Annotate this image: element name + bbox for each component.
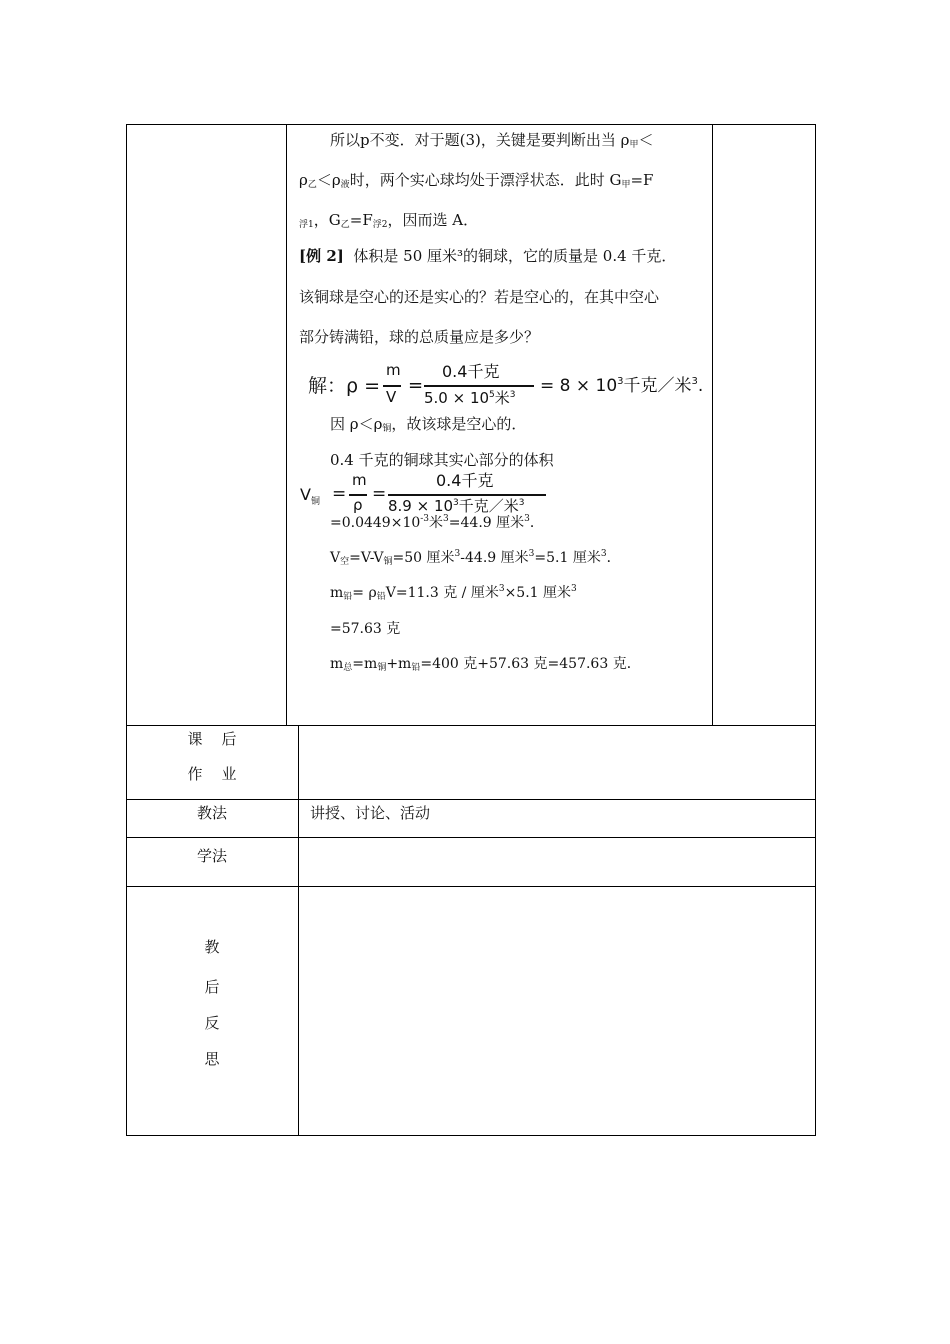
example-label: [例 2] bbox=[299, 247, 344, 265]
solution-formula bbox=[308, 360, 704, 414]
reflection-label-1: 教 bbox=[204, 938, 220, 956]
row-divider-2 bbox=[126, 799, 816, 800]
solution-frac-bar-2 bbox=[424, 385, 534, 387]
col-divider-bottom bbox=[298, 725, 299, 1136]
body-line-3: $_{浮1}$，$G_乙=F_{浮2}$，因而选 A． bbox=[299, 211, 479, 230]
row-divider-1 bbox=[126, 725, 816, 726]
example-line-3: 部分铸满铅，球的总质量应是多少？ bbox=[299, 328, 540, 346]
solution-frac-bar-1 bbox=[383, 385, 401, 387]
table-border-bottom bbox=[126, 1135, 816, 1136]
result-line-5: $m_总=m_铜+m_铅=400$ 克+57.63 克=457.63 克． bbox=[330, 656, 641, 673]
example-line-1: [例 2] 体积是 50 厘米³的铜球，它的质量是 0.4 千克． bbox=[299, 247, 677, 265]
col-divider-top-right bbox=[712, 124, 713, 726]
reflection-label-4: 思 bbox=[204, 1050, 220, 1068]
solution-v: V bbox=[386, 388, 397, 406]
homework-label-1: 课 后 bbox=[187, 730, 237, 748]
reflection-label-2: 后 bbox=[204, 978, 220, 996]
volume-eq2: = bbox=[372, 484, 387, 504]
row-divider-3 bbox=[126, 837, 816, 838]
table-border-right bbox=[815, 124, 816, 1136]
volume-frac-bar-2 bbox=[388, 494, 546, 496]
solution-label: 解：ρ = bbox=[308, 375, 381, 397]
col-divider-top-left bbox=[286, 124, 287, 726]
reflection-label-3: 反 bbox=[204, 1014, 220, 1032]
solution-m: m bbox=[386, 361, 401, 379]
solid-volume-line: 0.4 千克的铜球其实心部分的体积 bbox=[330, 451, 554, 469]
body-line-2: $\rho_乙<\rho_液$时，两个实心球均处于漂浮状态．此时 $G_甲=F$ bbox=[299, 171, 654, 190]
volume-denominator: $8.9 \times 10^3$千克／米$^3$ bbox=[388, 497, 525, 515]
example-line-2: 该铜球是空心的还是实心的？若是空心的，在其中空心 bbox=[299, 288, 660, 306]
teaching-method-label: 教法 bbox=[196, 804, 227, 822]
teaching-method-value: 讲授、讨论、活动 bbox=[310, 804, 431, 822]
solution-eq: = bbox=[408, 375, 424, 396]
row-divider-4 bbox=[126, 886, 816, 887]
volume-m: m bbox=[352, 471, 367, 489]
because-line: 因 $\rho<\rho_铜$，故该球是空心的． bbox=[330, 415, 527, 434]
homework-label-2: 作 业 bbox=[187, 765, 237, 783]
result-line-3: $m_铅= \rho_铅V=11.3$ 克 / 厘米$^3$×5.1 厘米$^3$ bbox=[330, 584, 577, 602]
volume-eq: = bbox=[332, 484, 347, 504]
body-line-1: 所以p不变．对于题(3)，关键是要判断出当 $\rho_甲<$ bbox=[330, 131, 654, 150]
volume-numerator: 0.4千克 bbox=[436, 471, 494, 490]
volume-label: $V_铜$ bbox=[300, 485, 320, 508]
solution-denominator: $5.0 \times 10^5$米$^3$ bbox=[424, 389, 516, 407]
result-line-2: $V_空=V-V_铜=50$ 厘米$^3$-44.9 厘米$^3$=5.1 厘米$^3$． bbox=[330, 549, 621, 567]
volume-rho: ρ bbox=[353, 496, 363, 514]
result-line-4: =57.63 克 bbox=[330, 621, 401, 637]
solution-result: = $8 \times 10^3$千克／米$^3$. bbox=[540, 376, 704, 396]
learning-method-label: 学法 bbox=[196, 847, 227, 865]
result-line-1: $=0.0449\times 10^{-3}$米$^3$=44.9 厘米$^3$． bbox=[330, 514, 544, 531]
volume-formula bbox=[300, 470, 560, 518]
solution-numerator: 0.4千克 bbox=[442, 362, 500, 381]
